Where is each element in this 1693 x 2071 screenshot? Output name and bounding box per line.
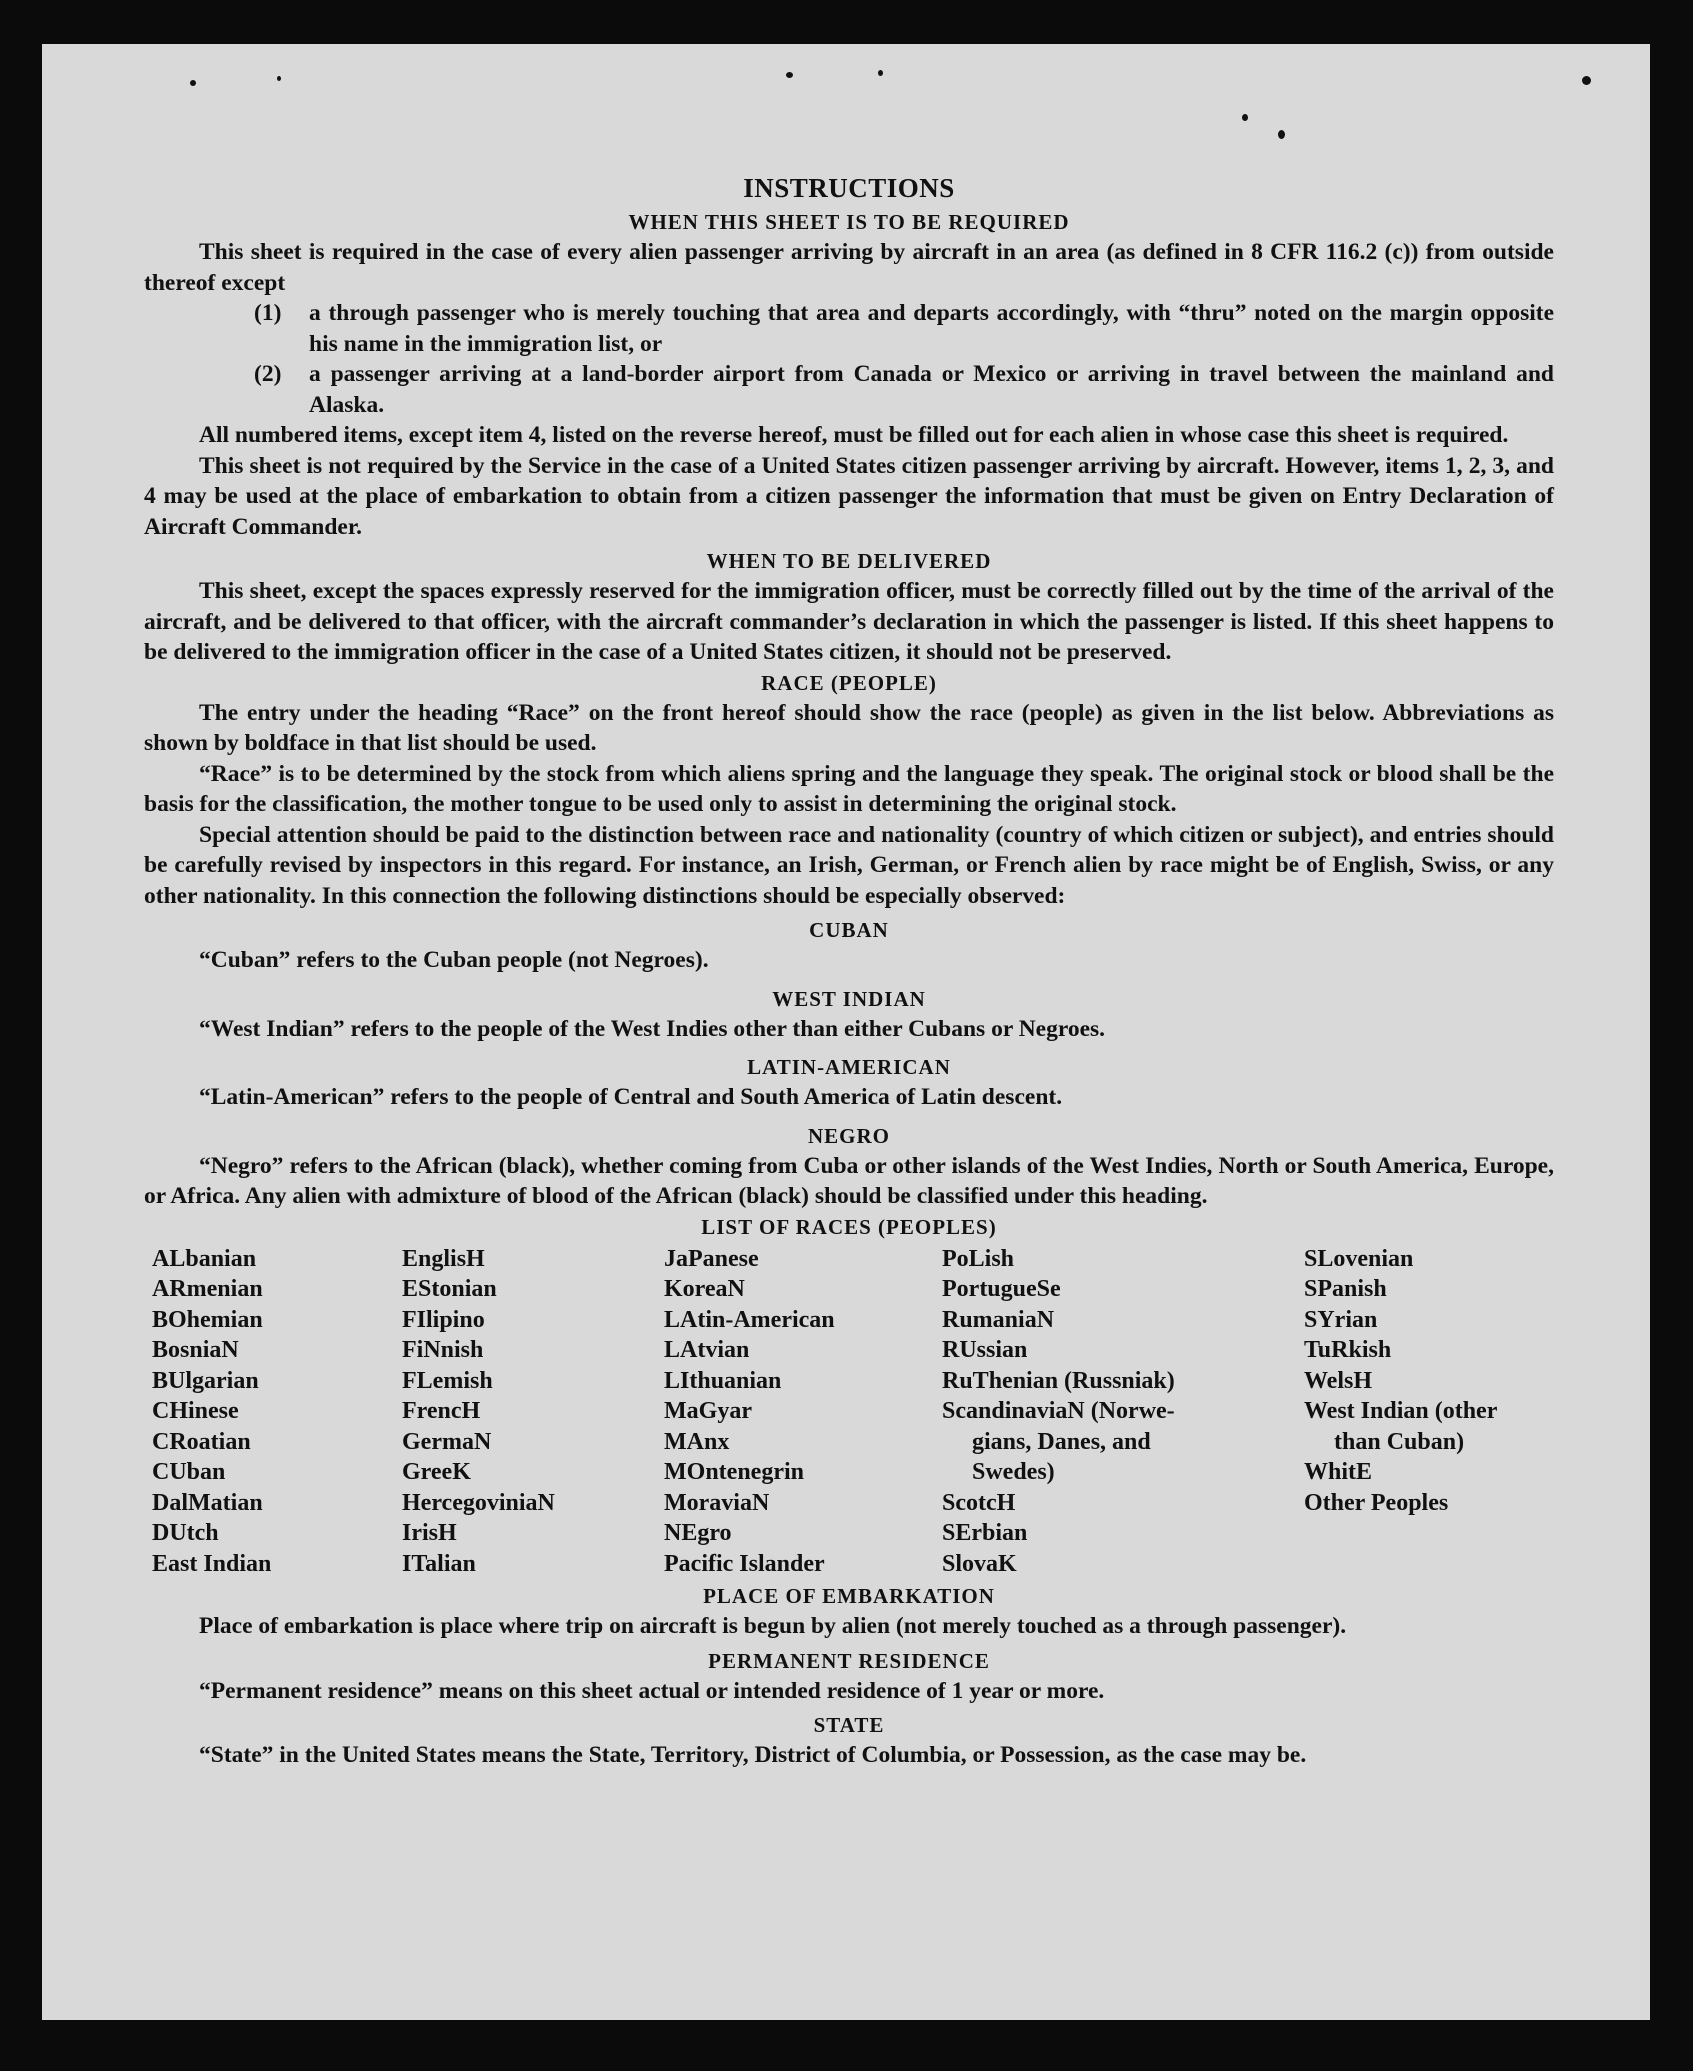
section-heading-race: RACE (PEOPLE) xyxy=(761,670,937,695)
race-item: IrisH xyxy=(402,1520,457,1546)
race-item: FLemish xyxy=(402,1367,493,1394)
speck-mark xyxy=(1242,114,1248,121)
page-title: INSTRUCTIONS xyxy=(743,173,955,203)
section-heading-when-required: WHEN THIS SHEET IS TO BE REQUIRED xyxy=(628,210,1070,234)
race-item: HercegoviniaN xyxy=(402,1489,555,1516)
race-item: SYrian xyxy=(1304,1306,1378,1333)
race-item: GreeK xyxy=(402,1459,471,1485)
race-item: East Indian xyxy=(152,1550,272,1577)
race-item: MoraviaN xyxy=(664,1489,770,1516)
speck-mark xyxy=(878,70,883,76)
race-item-continuation: Swedes) xyxy=(972,1459,1055,1485)
paragraph: “Latin-American” refers to the people of Central and South America of Latin descent. xyxy=(199,1084,1063,1110)
race-item: JaPanese xyxy=(664,1245,759,1272)
races-column-4 xyxy=(942,1244,1304,1580)
race-item: MAnx xyxy=(664,1428,730,1455)
paragraph: All numbered items, except item 4, listed on the reverse hereof, must be filled out for each alien in whose case this sheet is required. xyxy=(199,422,1509,448)
section-heading-residence: PERMANENT RESIDENCE xyxy=(708,1648,990,1673)
race-item: SPanish xyxy=(1304,1276,1387,1302)
paragraph: The entry under the heading “Race” on the front hereof should show the race (people) as given in the list below. Abbreviations as shown by boldface in that list should be used. xyxy=(144,699,1554,756)
race-item: West Indian (other xyxy=(1304,1398,1498,1424)
paragraph: This sheet, except the spaces expressly reserved for the immigration officer, must be correctly filled out by the time of the arrival of the aircraft, and be delivered to that officer, with the aircraft commander’s declaration in which the passenger is listed. If this sheet happens to be delivered to the immigration officer in the case of a United States citizen, it should not be preserved. xyxy=(144,578,1554,665)
race-item: SlovaK xyxy=(942,1550,1017,1577)
paragraph: “Permanent residence” means on this sheet actual or intended residence of 1 year or more. xyxy=(199,1677,1105,1704)
race-item-continuation: than Cuban) xyxy=(1334,1428,1465,1455)
paragraph: This sheet is required in the case of every alien passenger arriving by aircraft in an area (as defined in 8 CFR 116.2 (c)) from outside thereof except xyxy=(144,239,1554,296)
race-item: EStonian xyxy=(402,1276,497,1302)
race-item: DUtch xyxy=(152,1520,219,1546)
race-item: ARmenian xyxy=(152,1276,263,1302)
item-number: (1) xyxy=(254,300,282,326)
section-heading-state: STATE xyxy=(813,1713,885,1737)
section-heading-west-indian: WEST INDIAN xyxy=(772,986,926,1011)
race-item: MOntenegrin xyxy=(664,1459,804,1485)
race-item: ALbanian xyxy=(152,1245,257,1272)
race-item: EnglisH xyxy=(402,1245,485,1272)
race-item: ScotcH xyxy=(942,1489,1016,1516)
race-item: CUban xyxy=(152,1459,226,1485)
races-list xyxy=(152,1244,1554,1580)
paragraph: “State” in the United States means the State, Territory, District of Columbia, or Possession, as the case may be. xyxy=(199,1742,1307,1768)
paragraph: Place of embarkation is place where trip on aircraft is begun by alien (not merely touched as a through passenger). xyxy=(199,1613,1347,1639)
race-item: RUssian xyxy=(942,1337,1028,1363)
race-item: PortugueSe xyxy=(942,1276,1061,1302)
race-item: WhitE xyxy=(1304,1459,1373,1485)
race-item: NEgro xyxy=(664,1520,732,1546)
section-heading-embarkation: PLACE OF EMBARKATION xyxy=(703,1584,995,1608)
race-item: LAtvian xyxy=(664,1337,750,1363)
item-number: (2) xyxy=(254,361,282,387)
race-item: BOhemian xyxy=(152,1306,263,1333)
race-item: DalMatian xyxy=(152,1489,263,1516)
item-text: a through passenger who is merely touching that area and departs accordingly, with “thru” noted on the margin opposite his name in the immigration list, or xyxy=(309,300,1554,357)
speck-mark xyxy=(190,80,196,86)
race-item: PoLish xyxy=(942,1245,1015,1272)
race-item: CRoatian xyxy=(152,1428,251,1455)
race-item: SErbian xyxy=(942,1520,1028,1546)
section-heading-negro: NEGRO xyxy=(807,1123,890,1148)
speck-mark xyxy=(277,76,281,81)
races-column-5 xyxy=(1304,1244,1564,1580)
paragraph: “Negro” refers to the African (black), whether coming from Cuba or other islands of the West Indies, North or South America, Europe, or Africa. Any alien with admixture of blood of the African (black) should be classified under this heading. xyxy=(144,1152,1554,1209)
race-item: ScandinaviaN (Norwe- xyxy=(942,1398,1175,1424)
race-item: MaGyar xyxy=(664,1398,752,1424)
race-item-continuation: gians, Danes, and xyxy=(972,1428,1151,1455)
list-item xyxy=(144,298,1554,359)
race-item: BUlgarian xyxy=(152,1367,259,1394)
document-page xyxy=(42,44,1650,2020)
paragraph: This sheet is not required by the Service in the case of a United States citizen passenger arriving by aircraft. However, items 1, 2, 3, and 4 may be used at the place of embarkation to obtain from a citizen passenger the information that must be given on Entry Declaration of Aircraft Commander. xyxy=(144,452,1554,540)
races-column-3 xyxy=(664,1244,942,1580)
race-item: BosniaN xyxy=(152,1337,239,1363)
speck-mark xyxy=(1582,76,1591,85)
race-item: CHinese xyxy=(152,1398,239,1424)
list-item xyxy=(144,359,1554,420)
race-item: FIlipino xyxy=(402,1306,485,1333)
race-item: WelsH xyxy=(1304,1367,1373,1394)
paragraph: “Cuban” refers to the Cuban people (not Negroes). xyxy=(199,947,709,973)
races-column-1 xyxy=(152,1244,402,1580)
race-item: ITalian xyxy=(402,1550,476,1577)
race-item: FrencH xyxy=(402,1398,481,1424)
race-item: FiNnish xyxy=(402,1337,484,1363)
section-heading-list-of-races: LIST OF RACES (PEOPLES) xyxy=(701,1214,997,1239)
race-item: Pacific Islander xyxy=(664,1550,825,1577)
instructions-content xyxy=(144,126,1554,1771)
race-item: KoreaN xyxy=(664,1276,745,1302)
paragraph: Special attention should be paid to the distinction between race and nationality (country of which citizen or subject), and entries should be carefully revised by inspectors in this regard. For instance, an Irish, German, or French alien by race might be of English, Swiss, or any other nationality. In this connection the following distinctions should be especially observed: xyxy=(144,821,1554,909)
races-column-2 xyxy=(402,1244,664,1580)
section-heading-latin-american: LATIN-AMERICAN xyxy=(747,1055,951,1079)
race-item: RumaniaN xyxy=(942,1306,1055,1333)
section-heading-when-delivered: WHEN TO BE DELIVERED xyxy=(706,549,992,573)
race-item: TuRkish xyxy=(1304,1337,1392,1363)
race-item: LAtin-American xyxy=(664,1306,835,1333)
race-item: GermaN xyxy=(402,1428,492,1455)
race-item: SLovenian xyxy=(1304,1245,1414,1272)
race-item: Other Peoples xyxy=(1304,1489,1449,1516)
race-item: RuThenian (Russniak) xyxy=(942,1367,1175,1394)
speck-mark xyxy=(786,72,793,78)
race-item: LIthuanian xyxy=(664,1367,782,1394)
paragraph: “West Indian” refers to the people of the West Indies other than either Cubans or Negroes. xyxy=(199,1015,1106,1042)
paragraph: “Race” is to be determined by the stock from which aliens spring and the language they speak. The original stock or blood shall be the basis for the classification, the mother tongue to be used only to assist in determining the original stock. xyxy=(144,760,1554,817)
item-text: a passenger arriving at a land-border airport from Canada or Mexico or arriving in travel between the mainland and Alaska. xyxy=(309,361,1554,418)
section-heading-cuban: CUBAN xyxy=(809,918,889,942)
